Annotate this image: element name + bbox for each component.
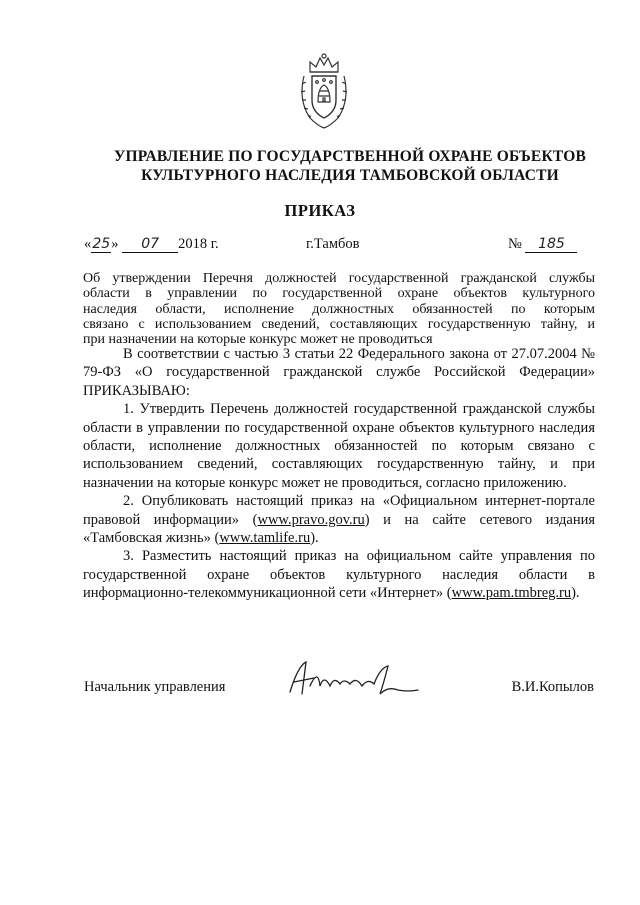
item-2-end: ). [310, 530, 319, 547]
title-line: связано с использованием сведений, составляющих государственную тайну, и [83, 316, 595, 332]
organization-name-line-2: КУЛЬТУРНОГО НАСЛЕДИЯ ТАМБОВСКОЙ ОБЛАСТИ [141, 167, 559, 184]
preamble-paragraph: В соответствии с частью 3 статьи 22 Федерального закона от 27.07.2004 № 79-ФЗ «О государственной гражданской службе Российской Федерации» ПРИКАЗЫВАЮ: [83, 346, 595, 399]
document-type: ПРИКАЗ [284, 201, 356, 220]
order-body [83, 345, 595, 603]
coat-of-arms-emblem [296, 52, 352, 132]
date-day: 25 [92, 236, 111, 252]
organization-name-line-1: УПРАВЛЕНИЕ ПО ГОСУДАРСТВЕННОЙ ОХРАНЕ ОБЪЕКТОВ [113, 148, 587, 165]
handwritten-signature [284, 656, 424, 704]
item-3-paragraph [83, 547, 595, 602]
pam-tmbreg-link[interactable]: www.pam.tmbreg.ru [451, 585, 572, 602]
item-1-paragraph: 1. Утвердить Перечень должностей государственной гражданской службы области в управлении по государственной охране объектов культурного наследия области, исполнение должностных обязанностей по которым связано с использованием сведений, составляющих государственную тайну, и при назначении на которые конкурс может не проводиться, согласно приложению. [83, 401, 595, 491]
date-year: 2018 г. [178, 236, 219, 252]
title-line: Об утверждении Перечня должностей государственной гражданской службы [83, 271, 595, 286]
order-date [84, 236, 219, 253]
item-3-end: ). [571, 585, 580, 602]
tamlife-link[interactable]: www.tamlife.ru [219, 530, 311, 547]
title-line: области в управлении по государственной охране объектов культурного [83, 286, 595, 302]
date-close-quote: » [111, 236, 119, 252]
title-line: наследия области, исполнение должностных обязанностей по которым [83, 301, 595, 317]
item-3-text: 3. Разместить настоящий приказ на официальном сайте управления по государственной охране объектов культурного наследия области в информационно-телекоммуникационной сети «Интернет» ( [83, 548, 595, 602]
number-sign: № [508, 236, 522, 252]
item-2-text: 2. Опубликовать настоящий приказ на «Официальном интернет-портале правовой информации» ( [83, 493, 595, 528]
date-open-quote: « [84, 236, 92, 252]
order-title [83, 271, 595, 347]
number-value: 185 [525, 236, 577, 253]
title-line: при назначении на которые конкурс может не проводиться [83, 332, 433, 348]
item-2-mid: ) и на сайте сетевого издания «Тамбовская жизнь» ( [83, 511, 596, 547]
order-number [508, 236, 577, 253]
date-month: 07 [122, 236, 178, 253]
pravo-link[interactable]: www.pravo.gov.ru [257, 511, 365, 528]
signatory-name: В.И.Копылов [511, 679, 594, 695]
order-city: г.Тамбов [306, 236, 360, 252]
item-2-paragraph [83, 492, 595, 547]
signatory-position: Начальник управления [84, 679, 226, 695]
